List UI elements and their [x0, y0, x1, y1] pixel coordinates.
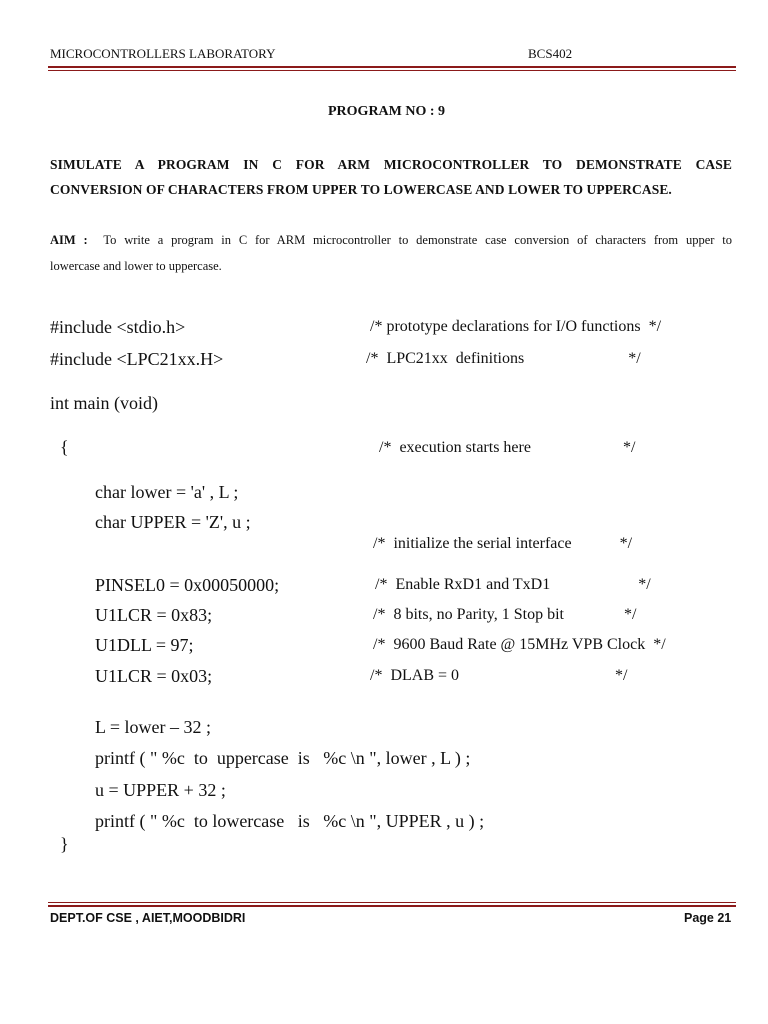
- header-rule-thick: [48, 66, 736, 68]
- code-line-3: int main (void): [50, 393, 158, 413]
- code-line-6: char UPPER = 'Z', u ;: [95, 512, 251, 532]
- code-line-1: #include <stdio.h>: [50, 317, 186, 337]
- code-line-13: printf ( " %c to uppercase is %c \n ", lower , L ) ;: [95, 748, 471, 768]
- code-line-14: u = UPPER + 32 ;: [95, 780, 226, 800]
- footer-page-number: Page 21: [684, 911, 732, 925]
- header-rule-thin: [48, 70, 736, 71]
- footer-rule-thick: [48, 905, 736, 907]
- comment-line-1: /* prototype declarations for I/O functions */: [370, 318, 662, 335]
- running-header-code: BCS402: [528, 46, 573, 61]
- code-line-11: U1LCR = 0x03;: [95, 666, 213, 686]
- program-heading-line-2: CONVERSION OF CHARACTERS FROM UPPER TO LOWERCASE AND LOWER TO UPPERCASE.: [50, 182, 672, 197]
- code-line-8: PINSEL0 = 0x00050000;: [95, 575, 280, 595]
- code-line-2: #include <LPC21xx.H>: [50, 349, 224, 369]
- code-line-10: U1DLL = 97;: [95, 635, 194, 655]
- code-line-9: U1LCR = 0x83;: [95, 605, 213, 625]
- comment-line-4: /* execution starts here */: [379, 439, 636, 456]
- comment-line-7: /* initialize the serial interface */: [373, 535, 633, 552]
- program-number: PROGRAM NO : 9: [328, 104, 446, 119]
- aim-text-1: To write a program in C for ARM microcontroller to demonstrate case conversion of characters from upper to: [103, 233, 732, 247]
- comment-line-2: /* LPC21xx definitions */: [366, 350, 641, 367]
- comment-line-11: /* DLAB = 0 */: [370, 667, 628, 684]
- code-line-16: }: [60, 834, 69, 854]
- aim-label: AIM :: [50, 233, 88, 247]
- footer-rule-thin: [48, 902, 736, 903]
- comment-line-8: /* Enable RxD1 and TxD1 */: [375, 576, 651, 593]
- code-line-5: char lower = 'a' , L ;: [95, 482, 239, 502]
- aim-line-2: lowercase and lower to uppercase.: [50, 259, 222, 273]
- code-line-15: printf ( " %c to lowercase is %c \n ", UPPER , u ) ;: [95, 811, 485, 831]
- aim-line-1: [50, 233, 732, 248]
- footer-department: DEPT.OF CSE , AIET,MOODBIDRI: [50, 911, 246, 925]
- comment-line-10: /* 9600 Baud Rate @ 15MHz VPB Clock */: [373, 636, 666, 653]
- program-heading-line-1: SIMULATE A PROGRAM IN C FOR ARM MICROCONTROLLER TO DEMONSTRATE CASE: [50, 157, 732, 172]
- running-header-title: MICROCONTROLLERS LABORATORY: [50, 46, 276, 61]
- code-line-12: L = lower – 32 ;: [95, 717, 211, 737]
- comment-line-9: /* 8 bits, no Parity, 1 Stop bit */: [373, 606, 637, 623]
- code-line-4: {: [60, 437, 69, 457]
